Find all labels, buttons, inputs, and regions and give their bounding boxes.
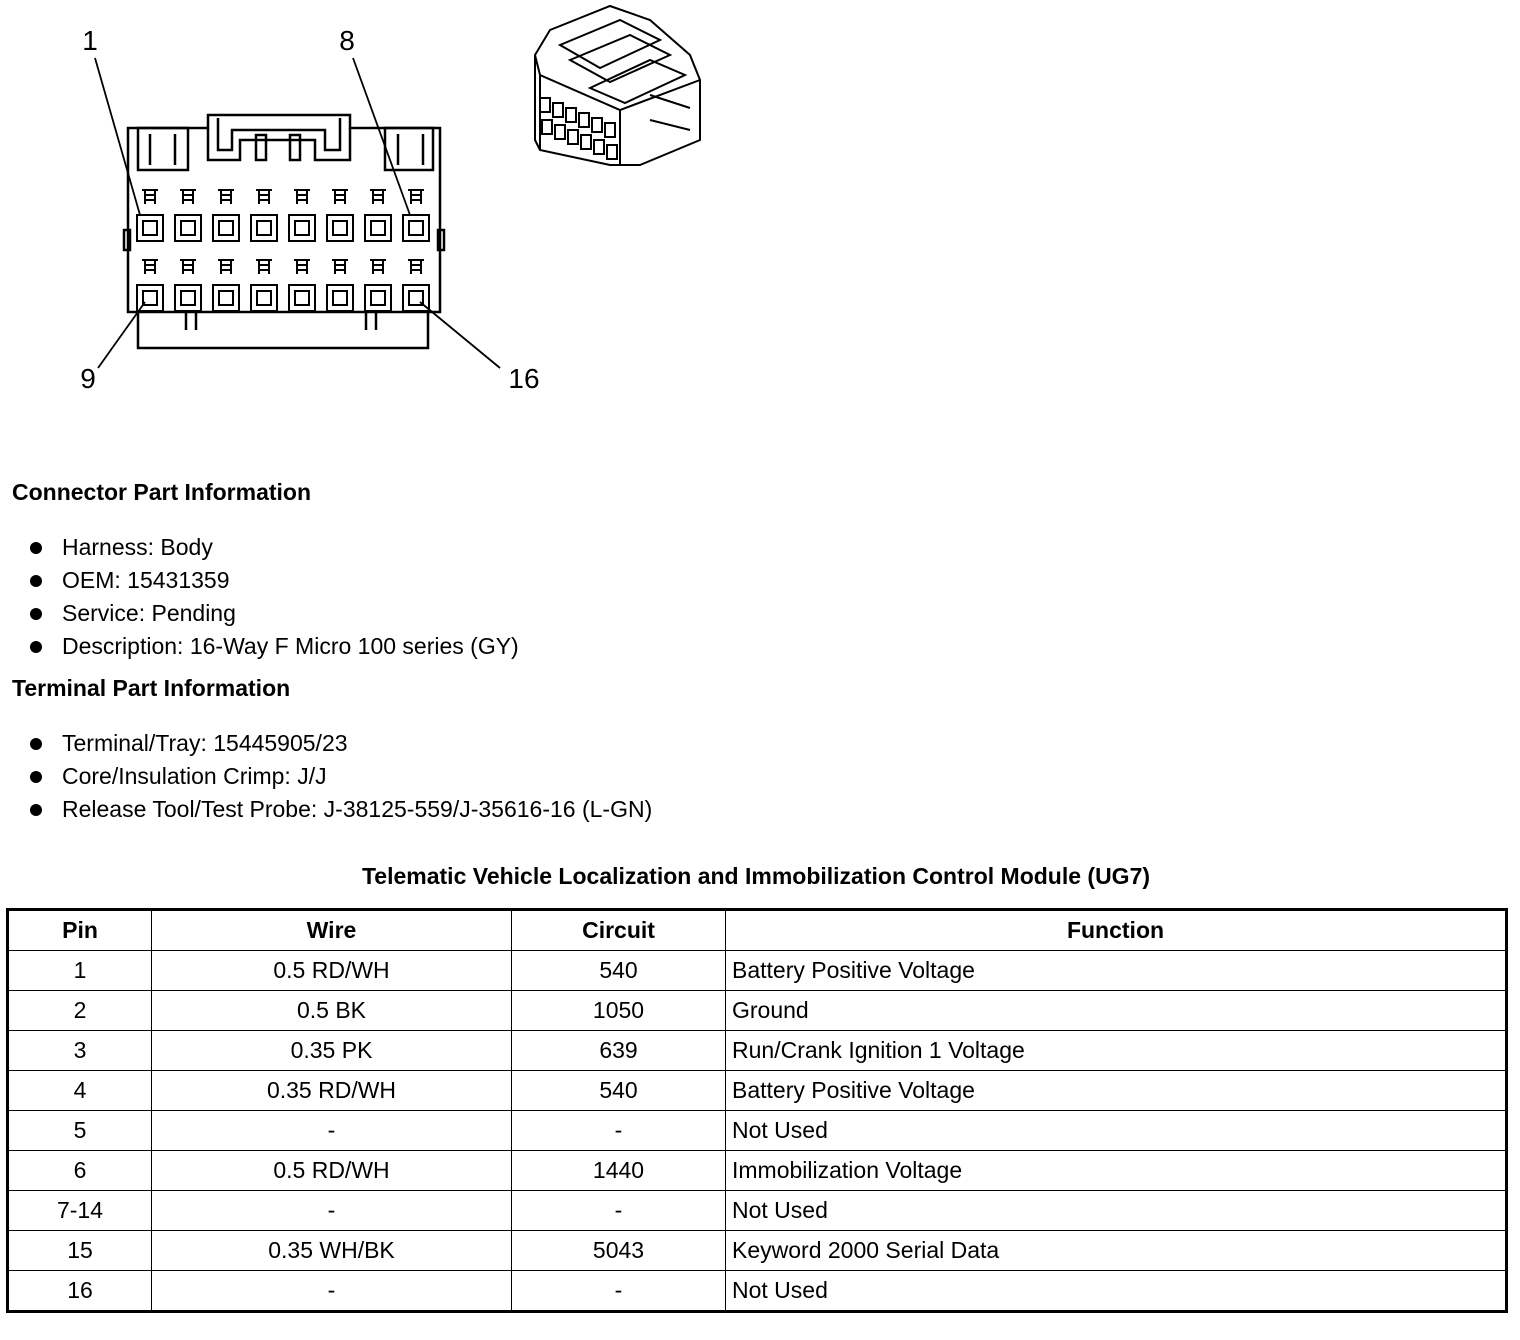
connector-info-list (0, 531, 519, 663)
pin-cavity (289, 260, 315, 311)
pin-cavity (137, 190, 163, 241)
table-row (8, 1191, 1507, 1231)
table-row (8, 1111, 1507, 1151)
cell-pin: 16 (8, 1271, 152, 1312)
cell-wire: - (152, 1111, 512, 1151)
list-item (0, 793, 652, 826)
header-function: Function (726, 910, 1507, 951)
cell-wire: 0.35 WH/BK (152, 1231, 512, 1271)
cell-pin: 2 (8, 991, 152, 1031)
pin-cavity (137, 260, 163, 311)
header-pin: Pin (8, 910, 152, 951)
pin-cavity (365, 260, 391, 311)
table-row (8, 1071, 1507, 1111)
iso-cavity (555, 125, 565, 139)
pin-8-leader (353, 58, 410, 215)
list-item-text: Harness: Body (62, 534, 213, 560)
cell-function: Ground (726, 991, 1507, 1031)
table-row (8, 1271, 1507, 1312)
cell-pin: 4 (8, 1071, 152, 1111)
cell-wire: 0.35 RD/WH (152, 1071, 512, 1111)
pin-label-9: 9 (80, 363, 96, 394)
bullet-icon (30, 542, 42, 554)
cell-circuit: - (512, 1191, 726, 1231)
list-item-text: Terminal/Tray: 15445905/23 (62, 730, 348, 756)
table-title: Telematic Vehicle Localization and Immobilization Control Module (UG7) (361, 863, 1151, 889)
pin-cavity (213, 260, 239, 311)
cell-function: Not Used (726, 1111, 1507, 1151)
pin-cavity (403, 260, 429, 311)
cell-function: Not Used (726, 1191, 1507, 1231)
iso-cavity (540, 98, 550, 112)
pin-cavity (289, 190, 315, 241)
cell-pin: 3 (8, 1031, 152, 1071)
list-item (0, 531, 519, 564)
list-item-text: Description: 16-Way F Micro 100 series (GY) (62, 633, 519, 659)
header-circuit: Circuit (512, 910, 726, 951)
cell-pin: 1 (8, 951, 152, 991)
cell-function: Battery Positive Voltage (726, 1071, 1507, 1111)
table-row (8, 951, 1507, 991)
cell-circuit: 540 (512, 1071, 726, 1111)
iso-cavity (607, 145, 617, 159)
iso-cavity (542, 120, 552, 134)
cell-pin: 5 (8, 1111, 152, 1151)
cell-function: Not Used (726, 1271, 1507, 1312)
iso-cavity (592, 118, 602, 132)
cell-circuit: 639 (512, 1031, 726, 1071)
bullet-icon (30, 804, 42, 816)
iso-cavity (566, 108, 576, 122)
bullet-icon (30, 641, 42, 653)
table-row (8, 1031, 1507, 1071)
cell-circuit: - (512, 1271, 726, 1312)
pin-label-1: 1 (82, 25, 98, 56)
cell-wire: 0.5 RD/WH (152, 1151, 512, 1191)
cell-pin: 7-14 (8, 1191, 152, 1231)
table-row (8, 1231, 1507, 1271)
cell-pin: 6 (8, 1151, 152, 1191)
pin-1-leader (95, 58, 140, 215)
iso-cavity (581, 135, 591, 149)
list-item (0, 564, 519, 597)
pin-cavity (251, 260, 277, 311)
pin-cavity (365, 190, 391, 241)
cell-circuit: 540 (512, 951, 726, 991)
iso-cavity (594, 140, 604, 154)
bullet-icon (30, 771, 42, 783)
iso-cavity (605, 123, 615, 137)
cell-wire: 0.5 RD/WH (152, 951, 512, 991)
table-row (8, 991, 1507, 1031)
pin-cavity (251, 190, 277, 241)
iso-cavity (579, 113, 589, 127)
list-item (0, 727, 652, 760)
cell-circuit: - (512, 1111, 726, 1151)
cell-wire: - (152, 1191, 512, 1231)
list-item-text: Service: Pending (62, 600, 236, 626)
pin-cavity (327, 190, 353, 241)
pin-16-leader (420, 302, 500, 368)
iso-cavity (568, 130, 578, 144)
cell-circuit: 1440 (512, 1151, 726, 1191)
header-wire: Wire (152, 910, 512, 951)
cell-circuit: 1050 (512, 991, 726, 1031)
list-item-text: Release Tool/Test Probe: J-38125-559/J-35616-16 (L-GN) (62, 796, 653, 822)
pin-cavity (403, 190, 429, 241)
cell-wire: 0.35 PK (152, 1031, 512, 1071)
list-item (0, 630, 519, 663)
cell-function: Keyword 2000 Serial Data (726, 1231, 1507, 1271)
cell-pin: 15 (8, 1231, 152, 1271)
pin-cavity (213, 190, 239, 241)
cell-wire: 0.5 BK (152, 991, 512, 1031)
table-header-row (8, 910, 1507, 951)
connector-isometric-view (535, 6, 700, 165)
connector-info-heading: Connector Part Information (12, 479, 312, 505)
bullet-icon (30, 738, 42, 750)
cell-circuit: 5043 (512, 1231, 726, 1271)
list-item-text: Core/Insulation Crimp: J/J (62, 763, 327, 789)
cell-function: Battery Positive Voltage (726, 951, 1507, 991)
list-item (0, 760, 652, 793)
list-item (0, 597, 519, 630)
pin-cavity (175, 190, 201, 241)
terminal-info-list (0, 727, 652, 826)
connector-skirt (138, 312, 428, 348)
list-item-text: OEM: 15431359 (62, 567, 230, 593)
connector-diagram (0, 0, 720, 420)
bullet-icon (30, 575, 42, 587)
iso-cavity (553, 103, 563, 117)
pin-cavity (327, 260, 353, 311)
cell-function: Run/Crank Ignition 1 Voltage (726, 1031, 1507, 1071)
terminal-info-heading: Terminal Part Information (12, 675, 291, 701)
bullet-icon (30, 608, 42, 620)
table-row (8, 1151, 1507, 1191)
cell-wire: - (152, 1271, 512, 1312)
pin-label-8: 8 (339, 25, 355, 56)
pin-label-16: 16 (508, 363, 540, 394)
pin-cavity (175, 260, 201, 311)
pinout-table (6, 908, 1508, 1313)
cell-function: Immobilization Voltage (726, 1151, 1507, 1191)
